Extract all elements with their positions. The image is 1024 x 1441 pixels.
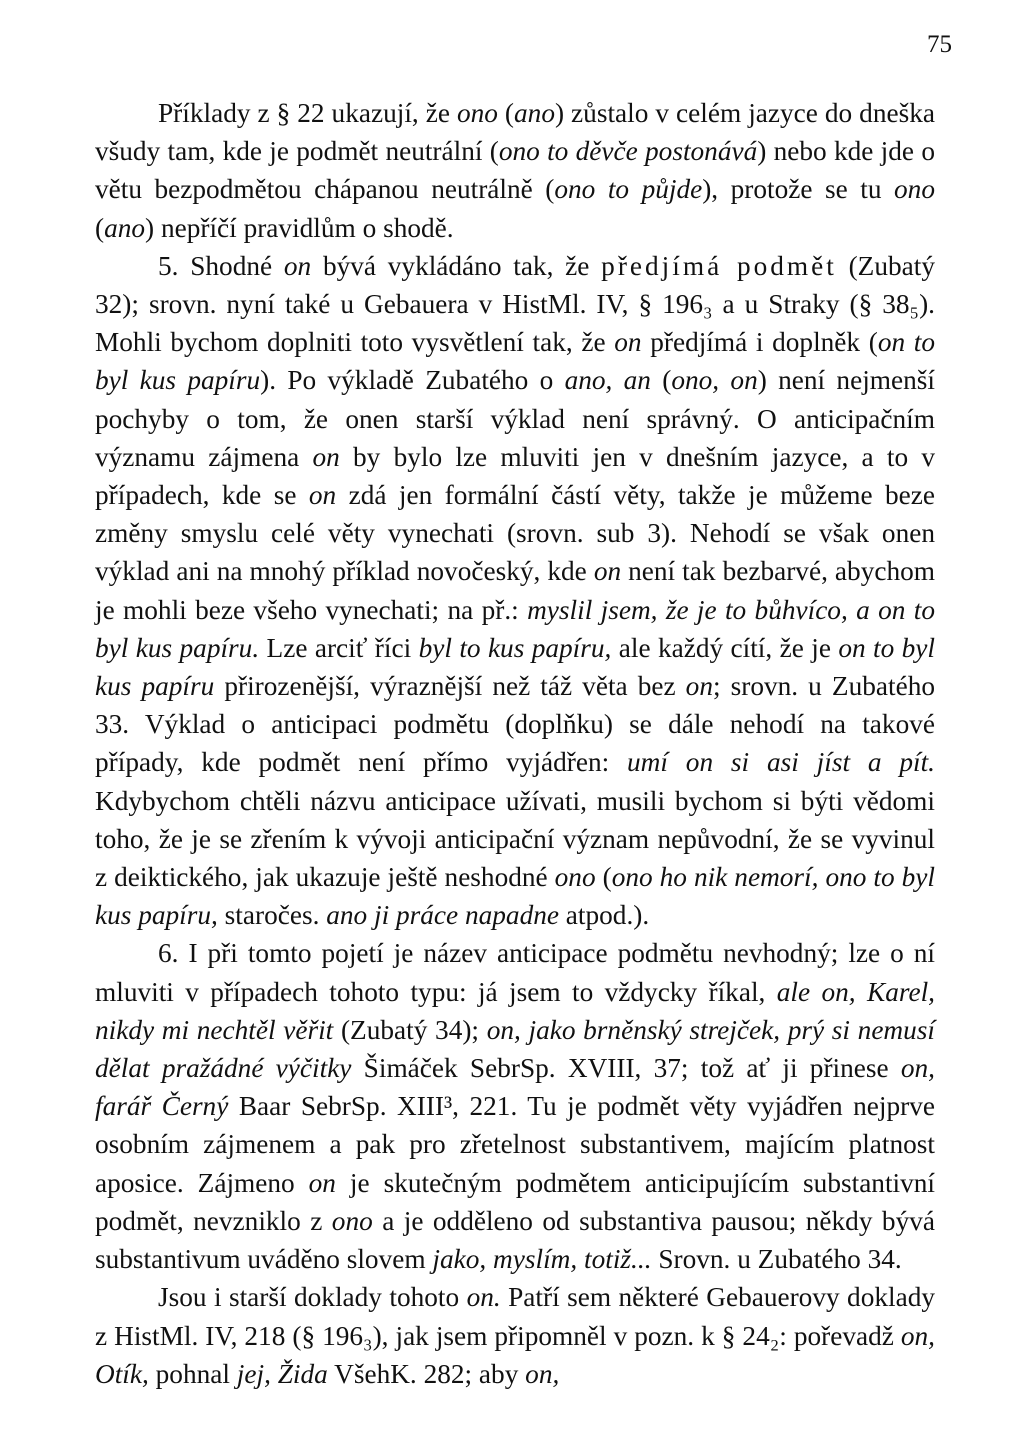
paragraph-4: Jsou i starší doklady tohoto on. Patří sem některé Gebauerovy doklady z HistMl. IV, 218 (§ 196₃), jak jsem připomněl v pozn. k § 24₂: pořevadž on, Otík, pohnal jej, Žida VšehK. 282; aby on,	[95, 1282, 935, 1389]
body-text	[95, 94, 935, 1393]
page-number: 75	[927, 31, 952, 58]
paragraph-3: 6. I při tomto pojetí je název anticipace podmětu nevhodný; lze o ní mluviti v případech tohoto typu: já jsem to vždycky říkal, ale on, Karel, nikdy mi nechtěl věřit (Zubatý 34); on, jako brněnský strejček, prý si nemusí dělat pražádné výčitky Šimáček SebrSp. XVIII, 37; tož ať ji přinese on, farář Černý Baar SebrSp. XIII³, 221. Tu je podmět věty vyjádřen nejprve osobním zájmenem a pak pro zřetelnost substantivem, majícím platnost aposice. Zájmeno on je skutečným podmětem anticipujícím substantivní podmět, nevzniklo z ono a je odděleno od substantiva pausou; někdy bývá substantivum uváděno slovem jako, myslím, totiž... Srovn. u Zubatého 34.	[95, 938, 936, 1275]
paragraph-1: Příklady z § 22 ukazují, že ono (ano) zůstalo v celém jazyce do dneška všudy tam, kde je podmět neutrální (ono to děvče postonává) nebo kde jde o větu bezpodmětou chápanou neutrálně (ono to půjde), protože se tu ono (ano) nepříčí pravidlům o shodě.	[95, 98, 935, 243]
paragraph-2: 5. Shodné on bývá vykládáno tak, že předjímá podmět (Zubatý 32); srovn. nyní také u Gebauera v HistMl. IV, § 196₃ a u Straky (§ 38₅). Mohli bychom doplniti toto vysvětlení tak, že on předjímá i doplněk (on to byl kus papíru). Po výkladě Zubatého o ano, an (ono, on) není nejmenší pochyby o tom, že onen starší výklad není správný. O anticipačním významu zájmena on by bylo lze mluviti jen v dnešním jazyce, a to v případech, kde se on zdá jen formální částí věty, takže je můžeme beze změny smyslu celé věty vynechati (srovn. sub 3). Nehodí se však onen výklad ani na mnohý příklad novočeský, kde on není tak bezbarvé, abychom je mohli beze všeho vynechati; na př.: myslil jsem, že je to bůhvíco, a on to byl kus papíru. Lze arciť říci byl to kus papíru, ale každý cítí, že je on to byl kus papíru přirozenější, výraznější než táž věta bez on; srovn. u Zubatého 33. Výklad o anticipaci podmětu (doplňku) se dále nehodí na takové případy, kde podmět není přímo vyjádřen: umí on si asi jíst a pít. Kdybychom chtěli názvu anticipace užívati, musili bychom si býti vědomi toho, že je se zřením k vývoji anticipační význam nepůvodní, že se vyvinul z deiktického, jak ukazuje ještě neshodné ono (ono ho nik nemorí, ono to byl kus papíru, staročes. ano ji práce napadne atpod.).	[95, 250, 935, 931]
